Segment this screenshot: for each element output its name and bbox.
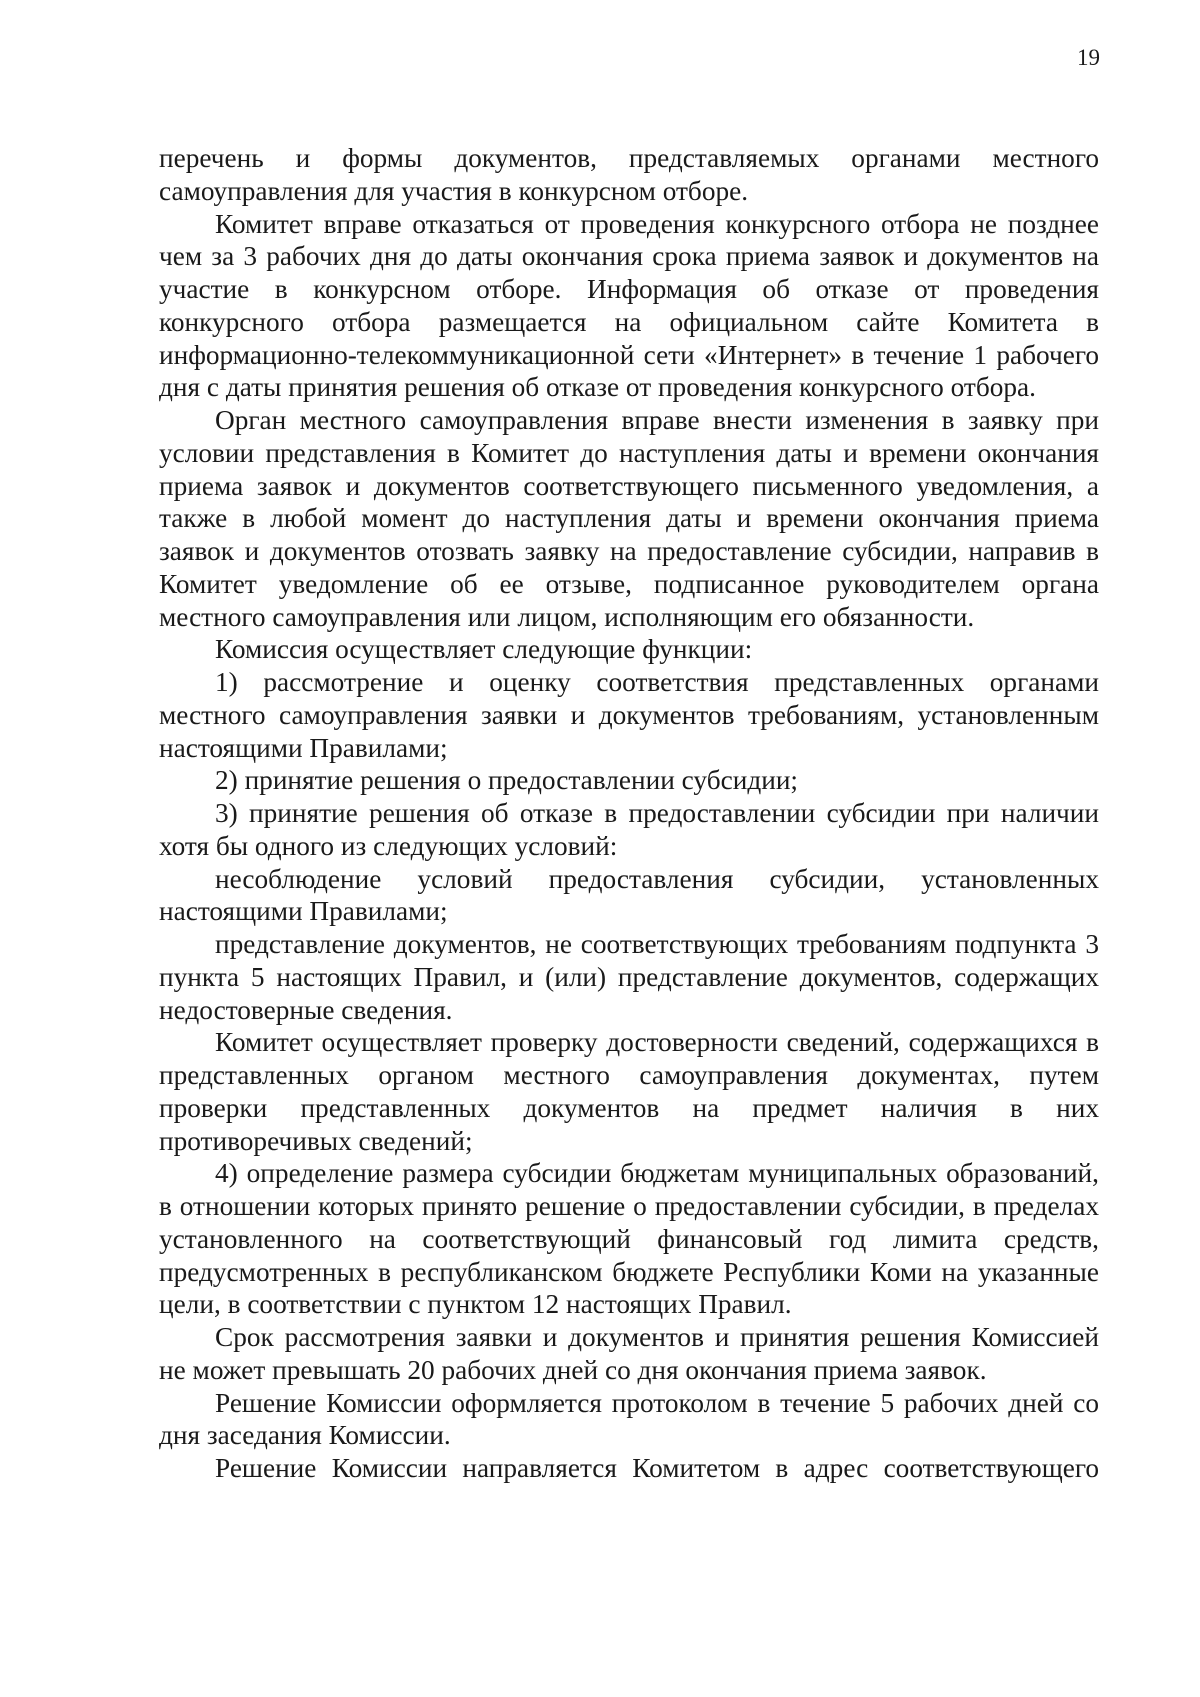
paragraph-condition-documents: представление документов, не соответствующих требованиям подпункта 3 пункта 5 настоящих Правил, и (или) представление документов, содержащих недостоверные сведения. xyxy=(159,929,1099,1025)
paragraph-function-1: 1) рассмотрение и оценку соответствия представленных органами местного самоуправления заявки и документов требованиям, установленным настоящими Правилами; xyxy=(159,667,1099,763)
paragraph-function-2: 2) принятие решения о предоставлении субсидии; xyxy=(215,765,799,796)
paragraph-function-4: 4) определение размера субсидии бюджетам муниципальных образований, в отношении которых принято решение о предоставлении субсидии, в пределах установленного на соответствующий финансовый год лимита средств, предусмотренных в республиканском бюджете Республики Коми на указанные цели, в соответствии с пунктом 12 настоящих Правил. xyxy=(159,1158,1099,1320)
paragraph-commission-functions: Комиссия осуществляет следующие функции: xyxy=(215,634,753,665)
paragraph-documents-list: перечень и формы документов, представляемых органами местного самоуправления для участия в конкурсном отборе. xyxy=(159,143,1099,206)
paragraph-decision-sent: Решение Комиссии направляется Комитетом в адрес соответствующего xyxy=(215,1453,1099,1483)
page-number: 19 xyxy=(1077,45,1100,70)
paragraph-application-changes: Орган местного самоуправления вправе внести изменения в заявку при условии представления в Комитет до наступления даты и времени окончания приема заявок и документов соответствующего письменного уведомления, а также в любой момент до наступления даты и времени окончания приема заявок и документов отозвать заявку на предоставление субсидии, направив в Комитет уведомление об ее отзыве, подписанное руководителем органа местного самоуправления или лицом, исполняющим его обязанности. xyxy=(159,405,1099,632)
paragraph-condition-noncompliance: несоблюдение условий предоставления субсидии, установленных настоящими Правилами; xyxy=(159,863,1099,927)
document-body xyxy=(159,142,1099,1485)
paragraph-protocol: Решение Комиссии оформляется протоколом в течение 5 рабочих дней со дня заседания Комиссии. xyxy=(159,1387,1099,1451)
paragraph-review-period: Срок рассмотрения заявки и документов и принятия решения Комиссией не может превышать 20 рабочих дней со дня окончания приема заявок. xyxy=(159,1322,1099,1385)
paragraph-committee-refusal: Комитет вправе отказаться от проведения конкурсного отбора не позднее чем за 3 рабочих дня до даты окончания срока приема заявок и документов на участие в конкурсном отборе. Информация об отказе от проведения конкурсного отбора размещается на официальном сайте Комитета в информационно-телекоммуникационной сети «Интернет» в течение 1 рабочего дня с даты принятия решения об отказе от проведения конкурсного отбора. xyxy=(159,208,1099,403)
paragraph-function-3: 3) принятие решения об отказе в предоставлении субсидии при наличии хотя бы одного из следующих условий: xyxy=(159,798,1099,861)
paragraph-verification: Комитет осуществляет проверку достоверности сведений, содержащихся в представленных органом местного самоуправления документах, путем проверки представленных документов на предмет наличия в них противоречивых сведений; xyxy=(159,1027,1099,1156)
